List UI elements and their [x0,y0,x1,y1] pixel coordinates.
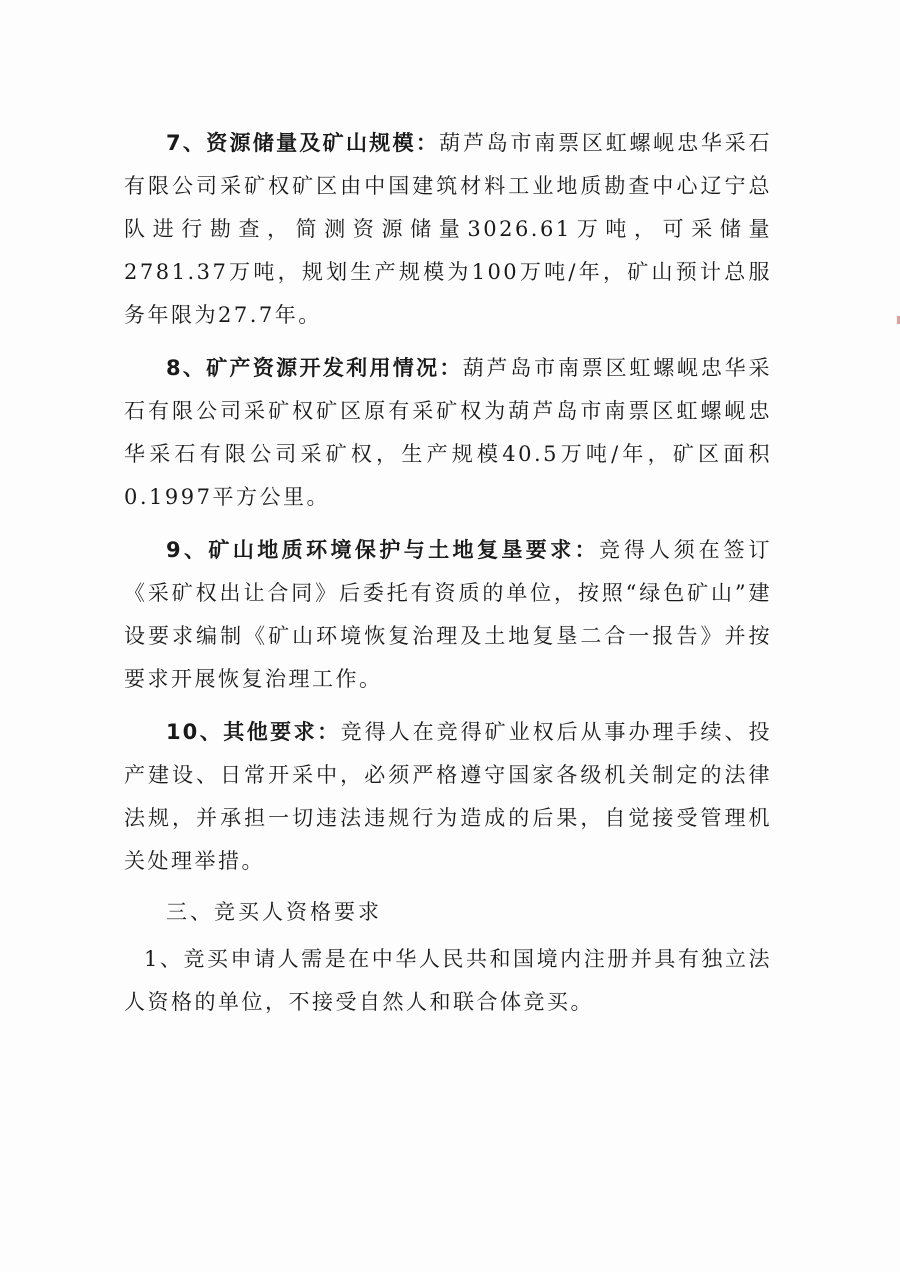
item-9-paragraph [124,529,772,701]
requirement-1: 1、竞买申请人需是在中华人民共和国境内注册并具有独立法人资格的单位，不接受自然人和联合体竞买。 [124,947,772,1014]
item-10-text: 竞得人在竞得矿业权后从事办理手续、投产建设、日常开采中，必须严格遵守国家各级机关制定的法律法规，并承担一切违法违规行为造成的后果，自觉接受管理机关处理举措。 [124,720,772,873]
item-7-text: 葫芦岛市南票区虹螺岘忠华采石有限公司采矿权矿区由中国建筑材料工业地质勘查中心辽宁总队进行勘查，简测资源储量3026.61万吨，可采储量2781.37万吨，规划生产规模为100万吨/年，矿山预计总服务年限为27.7年。 [124,131,772,327]
item-10-lead: 10、其他要求： [166,720,341,744]
item-8-paragraph [124,347,772,519]
item-8-lead: 8、矿产资源开发利用情况： [166,356,463,380]
item-9-lead: 9、矿山地质环境保护与土地复垦要求： [166,538,600,562]
item-8-text: 葫芦岛市南票区虹螺岘忠华采石有限公司采矿权矿区原有采矿权为葫芦岛市南票区虹螺岘忠华采石有限公司采矿权，生产规模40.5万吨/年，矿区面积0.1997平方公里。 [124,356,772,509]
section-heading: 三、竞买人资格要求 [166,900,382,924]
item-10-paragraph [124,711,772,883]
item-7-paragraph [124,122,772,337]
document-body [124,122,772,1024]
item-7-lead: 7、资源储量及矿山规模： [166,131,440,155]
item-9-text: 竞得人须在签订《采矿权出让合同》后委托有资质的单位，按照“绿色矿山”建设要求编制《矿山环境恢复治理及土地复垦二合一报告》并按要求开展恢复治理工作。 [124,538,772,691]
